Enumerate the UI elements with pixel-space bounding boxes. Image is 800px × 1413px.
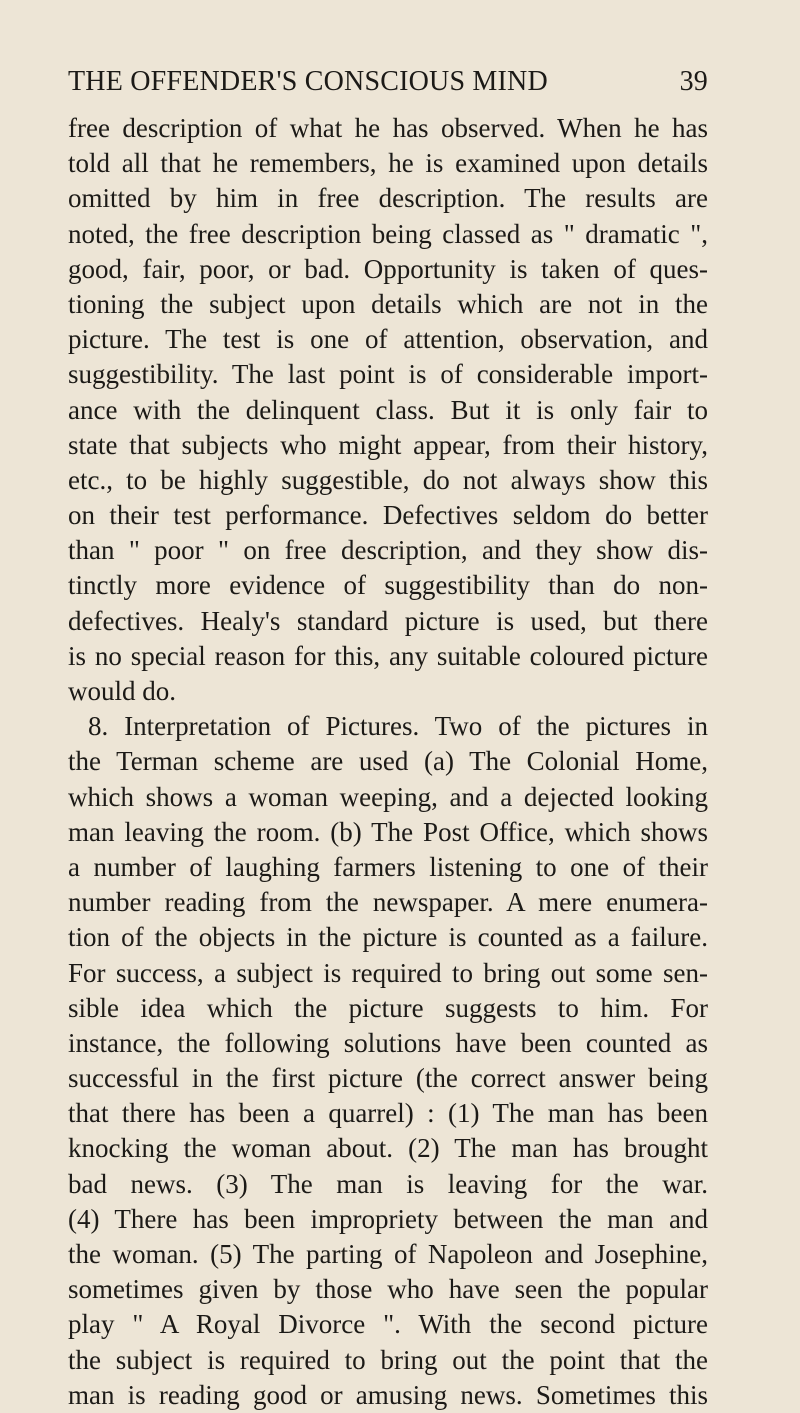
text-line: would do. bbox=[68, 676, 176, 706]
text-line: picture. The test is one of attention, observation, and bbox=[68, 324, 708, 355]
text-line: successful in the first picture (the correct answer being bbox=[68, 1063, 708, 1094]
page-number: 39 bbox=[679, 66, 708, 97]
text-line: the woman. (5) The parting of Napoleon and Josephine, bbox=[68, 1239, 708, 1269]
text-line: the subject is required to bring out the point that the bbox=[68, 1344, 708, 1375]
text-line: For success, a subject is required to bring out some sen- bbox=[68, 957, 708, 988]
text-line: defectives. Healy's standard picture is used, but there bbox=[68, 605, 708, 636]
text-line: free description of what he has observed. When he has bbox=[68, 113, 708, 143]
text-line: knocking the woman about. (2) The man has brought bbox=[68, 1133, 708, 1164]
text-line: man is reading good or amusing news. Sometimes this bbox=[68, 1379, 708, 1410]
text-line: instance, the following solutions have been counted as bbox=[68, 1027, 708, 1058]
text-line: man leaving the room. (b) The Post Office, which shows bbox=[68, 816, 708, 847]
text-line: number reading from the newspaper. A mere enumera- bbox=[68, 887, 708, 918]
text-line: a number of laughing farmers listening to one of their bbox=[68, 851, 708, 882]
text-line: is no special reason for this, any suitable coloured picture bbox=[68, 640, 708, 671]
text-line: play " A Royal Divorce ". With the second picture bbox=[68, 1309, 708, 1340]
text-line: tinctly more evidence of suggestibility than do non- bbox=[68, 570, 708, 601]
text-line: omitted by him in free description. The results are bbox=[68, 183, 708, 214]
text-line: sible idea which the picture suggests to him. For bbox=[68, 992, 708, 1023]
text-line: ance with the delinquent class. But it is only fair to bbox=[68, 394, 708, 425]
text-line: sometimes given by those who have seen the popular bbox=[68, 1274, 708, 1305]
text-line: that there has been a quarrel) : (1) The man has been bbox=[68, 1098, 708, 1129]
text-line: tioning the subject upon details which are not in the bbox=[68, 288, 708, 319]
body-text bbox=[68, 111, 708, 1413]
text-line: suggestibility. The last point is of considerable import- bbox=[68, 359, 708, 390]
text-line: 8. Interpretation of Pictures. Two of the pictures in bbox=[88, 711, 708, 742]
text-line: tion of the objects in the picture is counted as a failure. bbox=[68, 922, 708, 953]
text-line: noted, the free description being classed as " dramatic ", bbox=[68, 218, 708, 249]
text-line: state that subjects who might appear, from their history, bbox=[68, 429, 708, 460]
text-line: bad news. (3) The man is leaving for the war. bbox=[68, 1168, 708, 1199]
text-line: etc., to be highly suggestible, do not always show this bbox=[68, 464, 708, 495]
running-title: THE OFFENDER'S CONSCIOUS MIND bbox=[68, 66, 548, 97]
text-line: the Terman scheme are used (a) The Colonial Home, bbox=[68, 746, 708, 777]
text-line: (4) There has been impropriety between the man and bbox=[68, 1203, 708, 1234]
text-line: told all that he remembers, he is examined upon details bbox=[68, 148, 708, 179]
text-line: which shows a woman weeping, and a dejected looking bbox=[68, 781, 708, 812]
text-line: on their test performance. Defectives seldom do better bbox=[68, 500, 708, 531]
text-line: good, fair, poor, or bad. Opportunity is taken of ques- bbox=[68, 253, 708, 284]
running-header bbox=[68, 62, 708, 102]
text-line: than " poor " on free description, and they show dis- bbox=[68, 535, 708, 566]
